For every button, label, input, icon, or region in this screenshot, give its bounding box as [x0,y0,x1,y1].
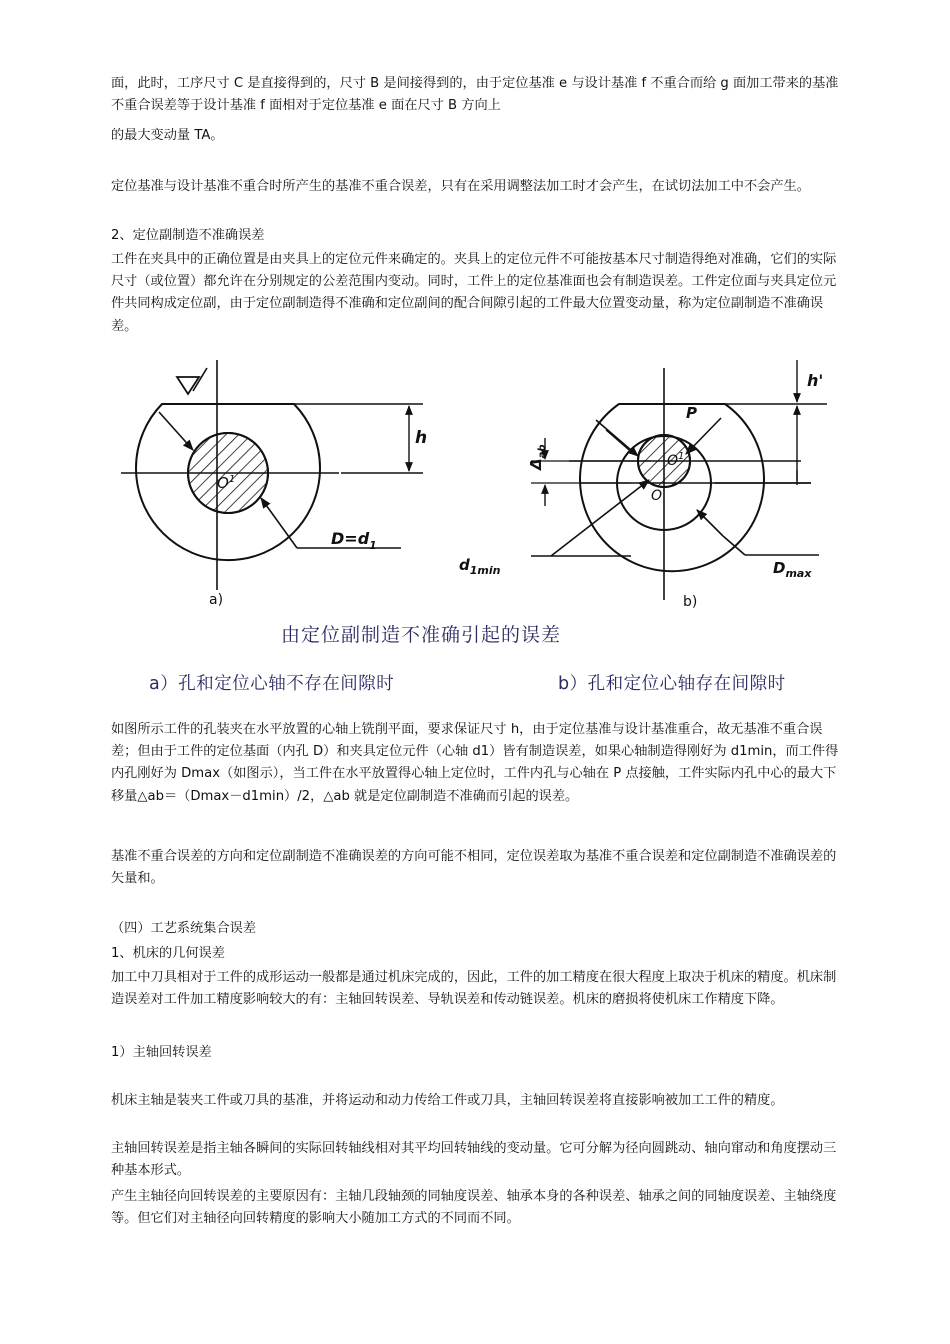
paragraph-5: 基准不重合误差的方向和定位副制造不准确误差的方向可能不相同，定位误差取为基准不重合误差和定位副制造不准确误差的矢量和。 [111,849,837,887]
paragraph-4: 如图所示工件的孔装夹在水平放置的心轴上铣削平面，要求保证尺寸 h，由于定位基准与设计基准重合，故无基准不重合误差；但由于工件的定位基面（内孔 D）和夹具定位元件（心轴 d1）皆有制造误差，如果心轴制造得刚好为 d1min，而工件得内孔刚好为 Dmax（如图示），当工件在水平放置得心轴上定位时，工件内孔与心轴在 P 点接触，工件实际内孔中心的最大下移量△ab＝（Dmax－d1min）/2，△ab 就是定位副制造不准确而引起的误差。 [111,722,839,804]
paragraph-7: 机床主轴是装夹工件或刀具的基准，并将运动和动力传给工件或刀具，主轴回转误差将直接影响被加工工件的精度。 [111,1093,784,1108]
paragraph-9: 产生主轴径向回转误差的主要原因有：主轴几段轴颈的同轴度误差、轴承本身的各种误差、轴承之间的同轴度误差、主轴绕度等。但它们对主轴径向回转精度的影响大小随加工方式的不同而不同。 [111,1189,837,1227]
paragraph-6: 加工中刀具相对于工件的成形运动一般都是通过机床完成的，因此，工件的加工精度在很大程度上取决于机床的精度。机床制造误差对工件加工精度影响较大的有：主轴回转误差、导轨误差和传动链误差。机床的磨损将使机床工作精度下降。 [111,970,837,1008]
figure-b-h-prime-label: h' [807,371,824,390]
figure-b-dmax-label: $D_{max}$ [773,559,812,580]
figure-caption-a: a）孔和定位心轴不存在间隙时 [149,674,395,694]
heading-2: 2、定位副制造不准确误差 [111,228,265,243]
figure-a-label: a) [209,592,224,608]
figure-a-drawing [121,360,423,590]
figure-b-p-label: P [686,404,697,422]
paragraph-1: 面，此时，工序尺寸 C 是直接得到的，尺寸 B 是间接得到的，由于定位基准 e 与设计基准 f 不重合而给 g 面加工带来的基准不重合误差等于设计基准 f 面相对于定位基准 e 面在尺寸 B 方向上 [111,76,839,114]
figure-b-label: b) [683,594,698,608]
paragraph-8: 主轴回转误差是指主轴各瞬间的实际回转轴线相对其平均回转轴线的变动量。它可分解为径向圆跳动、轴向窜动和角度摆动三种基本形式。 [111,1141,837,1179]
figure-b-d1min-label: $d_{1min}$ [459,556,501,577]
figure-a-d-label: $D=d_1$ [331,529,377,552]
figure-a-h-label: h [415,428,428,448]
figure-caption-b: b）孔和定位心轴存在间隙时 [558,674,786,694]
figure-b-delta-label: $\Delta_{ab}$ [527,444,548,470]
heading-machine-geometric-error: 1、机床的几何误差 [111,946,225,961]
paragraph-2: 定位基准与设计基准不重合时所产生的基准不重合误差，只有在采用调整法加工时才会产生，在试切法加工中不会产生。 [111,179,810,194]
heading-section-4: （四）工艺系统集合误差 [111,921,257,936]
figure-locating-pair-error [111,358,841,700]
heading-spindle-error: 1）主轴回转误差 [111,1045,212,1060]
figure-a-o1-label: $O^1$ [217,474,236,492]
figure-b-o-label: O [651,488,663,504]
figure-b-o1-label: $O^1$ [667,451,685,469]
paragraph-3: 工件在夹具中的正确位置是由夹具上的定位元件来确定的。夹具上的定位元件不可能按基本尺寸制造得绝对准确，它们的实际尺寸（或位置）都允许在分别规定的公差范围内变动。同时，工件上的定位基准面也会有制造误差。工件定位面与夹具定位元件共同构成定位副，由于定位副制造得不准确和定位副间的配合间隙引起的工件最大位置变动量，称为定位副制造不准确误差。 [111,252,837,334]
figure-drawing [111,358,841,608]
paragraph-1-end: 的最大变动量 TA。 [111,128,224,143]
figure-caption-title: 由定位副制造不准确引起的误差 [280,624,561,646]
